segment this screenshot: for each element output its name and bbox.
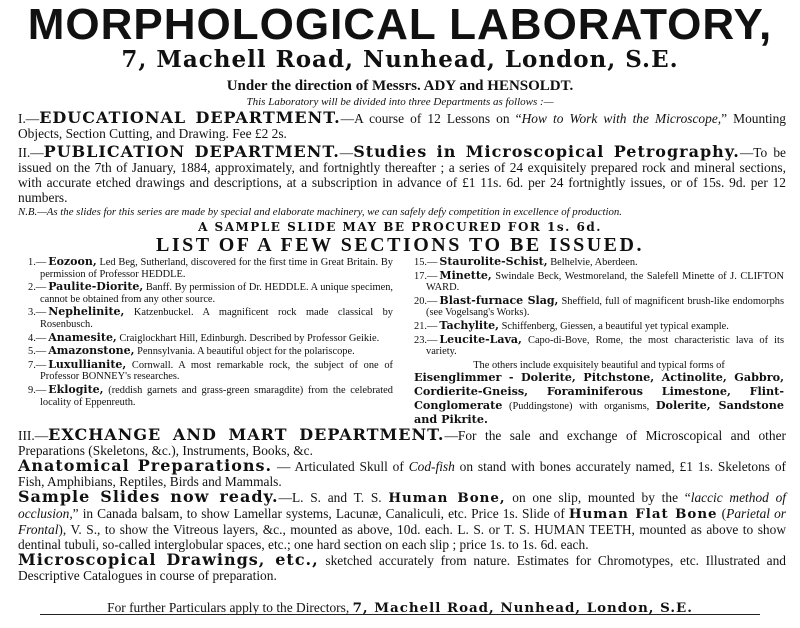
dept2-studies: Studies in Microscopical Petrography.: [353, 142, 740, 161]
laboratory-address: 7, Machell Road, Nunhead, London, S.E.: [121, 46, 679, 73]
sample-slides-text-d: (: [717, 506, 727, 521]
dept3-name: EXCHANGE AND MART DEPARTMENT.: [48, 425, 445, 444]
dept1-number: I.—: [18, 111, 40, 126]
list-item: 2.— Paulite-Diorite, Banff. By permission of Dr. HEDDLE. A unique specimen, cannot be obtained from any other source.: [28, 280, 393, 305]
list-item: 7.— Luxullianite, Cornwall. A most remarkable rock, the subject of one of Professor BONNEY's researches.: [28, 357, 393, 383]
sample-slides-heading: Sample Slides now ready.: [18, 487, 279, 506]
bottom-rule: [40, 614, 760, 615]
sections-right-column: [414, 256, 784, 427]
list-item: 9.— Eklogite, (reddish garnets and grass-green smaragdite) from the celebrated locality of Eppenreuth.: [28, 382, 393, 408]
others-intro: The others include exquisitely beautiful and typical forms of: [473, 359, 725, 371]
dept2-number: II.—: [18, 145, 44, 160]
direction-line: Under the direction of Messrs. ADY and HENSOLDT.: [226, 78, 574, 94]
list-item: 23.— Leucite-Lava, Capo-di-Bove, Rome, the most characteristic lava of its variety.: [414, 332, 784, 358]
microscopical-drawings: [18, 552, 786, 583]
anatomical-text-a: — Articulated Skull of: [272, 459, 409, 474]
list-item: 3.— Nephelinite, Katzenbuckel. A magnificent rock made classical by Rosenbusch.: [28, 305, 393, 330]
list-item: 5.— Amazonstone, Pennsylvania. A beautiful object for the polariscope.: [28, 344, 355, 358]
dept2-dash: —: [339, 145, 354, 160]
others-list-b: Dolerite, Sandstone and Pikrite.: [414, 397, 785, 427]
dept1-text-b: ” Mounting Objects, Section Cutting, and Drawing. Fee £2 2s.: [18, 111, 786, 141]
anatomical-italic: Cod-fish: [408, 459, 455, 474]
lower-section: [18, 427, 786, 583]
footer-text: For further Particulars apply to the Directors,: [107, 600, 353, 615]
publication-department: [18, 144, 786, 205]
sample-slides-text-a: —L. S. and T. S.: [278, 490, 389, 505]
sample-slides-bold-b: Human Flat Bone: [568, 506, 718, 522]
others-list-a: Eisenglimmer - Dolerite, Pitchstone, Actinolite, Gabbro, Cordierite-Gneiss, Foraminiferous Limestone, Flint-Conglomerate: [414, 370, 784, 412]
page-title: MORPHOLOGICAL LABORATORY,: [27, 0, 773, 49]
list-heading: LIST OF A FEW SECTIONS TO BE ISSUED.: [156, 234, 644, 256]
sample-slides: [18, 489, 786, 552]
dept1-italic: How to Work with the Microscope,: [521, 111, 722, 126]
sample-slides-text-b: on one slip, mounted by the “: [505, 490, 691, 505]
anatomical-text-b: on stand with bones accurately named, £1 1s. Skeletons of Fish, Amphibians, Reptiles, Birds and Mammals.: [18, 459, 786, 489]
drawings-heading: Microscopical Drawings, etc.,: [18, 550, 319, 569]
dept1-text-a: —A course of 12 Lessons on “: [340, 111, 522, 126]
list-item: 21.— Tachylite, Schiffenberg, Giessen, a beautiful yet typical example.: [414, 318, 729, 332]
dept2-name: PUBLICATION DEPARTMENT.: [43, 142, 340, 161]
anatomical-preparations: [18, 458, 786, 489]
anatomical-heading: Anatomical Preparations.: [18, 456, 273, 475]
educational-department: [18, 110, 786, 141]
list-item: 15.— Staurolite-Schist, Belhelvie, Aberdeen.: [414, 255, 638, 268]
others-list: [414, 371, 784, 426]
others-plain: (Puddingstone) with organisms,: [502, 400, 656, 412]
drawings-text: sketched accurately from nature. Estimates for Chromotypes, etc. Illustrated and Descriptive Catalogues in course of preparation.: [18, 553, 786, 583]
list-item: 1.— Eozoon, Led Beg, Sutherland, discovered for the first time in Great Britain. By permission of Professor HEDDLE.: [28, 255, 393, 280]
dept3-text: —For the sale and exchange of Microscopical and other Preparations (Skeletons, &c.), Instruments, Books, &c.: [18, 428, 786, 458]
list-item: 20.— Blast-furnace Slag, Sheffield, full of magnificent brush-like endomorphs (see Vogelsang's Works).: [414, 293, 784, 319]
dept2-text: —To be issued on the 7th of January, 1884, approximately, and fortnightly thereafter ; a series of 24 exquisitely prepared rock and mineral sections, with accurate etched drawings and descriptions, at a subscription in advance of £1 11s. 6d. per 24 fortnightly issues, or of 15s. 9d. per 12 numbers.: [18, 145, 786, 205]
departments-intro: This Laboratory will be divided into three Departments as follows :—: [246, 96, 554, 108]
sample-notice: A SAMPLE SLIDE MAY BE PROCURED FOR 1s. 6d.: [198, 220, 602, 234]
sample-slides-italic-a: laccic method of occlusion,: [18, 490, 786, 521]
nb-note: N.B.—As the slides for this series are made by special and elaborate machinery, we can safely defy competition in excellence of production.: [18, 206, 622, 218]
dept3-number: III.—: [18, 428, 49, 443]
sections-left-column: [28, 256, 393, 409]
sample-slides-text-e: ), V. S., to show the Vitreous layers, &c., mounted as above, 10d. each. L. S. or T. S. HUMAN TEETH, mounted as above to show dentinal tubuli, so-called interglobular spaces, etc.; one hard section on each slip ; price 1s. to 1s. 6d. each.: [18, 522, 786, 552]
list-item: 17.— Minette, Swindale Beck, Westmoreland, the Salefell Minette of J. CLIFTON WARD.: [414, 268, 784, 294]
exchange-department: [18, 427, 786, 458]
list-item: 4.— Anamesite, Craiglockhart Hill, Edinburgh. Described by Professor Geikie.: [28, 330, 380, 344]
sample-slides-text-c: ” in Canada balsam, to show Lamellar systems, Lacunæ, Canaliculi, etc. Price 1s. Slide of: [72, 506, 569, 521]
sample-slides-italic-b: Parietal or Frontal: [18, 506, 787, 537]
dept1-name: EDUCATIONAL DEPARTMENT.: [39, 108, 341, 127]
footer-address: 7, Machell Road, Nunhead, London, S.E.: [352, 600, 693, 616]
sample-slides-bold-a: Human Bone,: [388, 490, 506, 506]
